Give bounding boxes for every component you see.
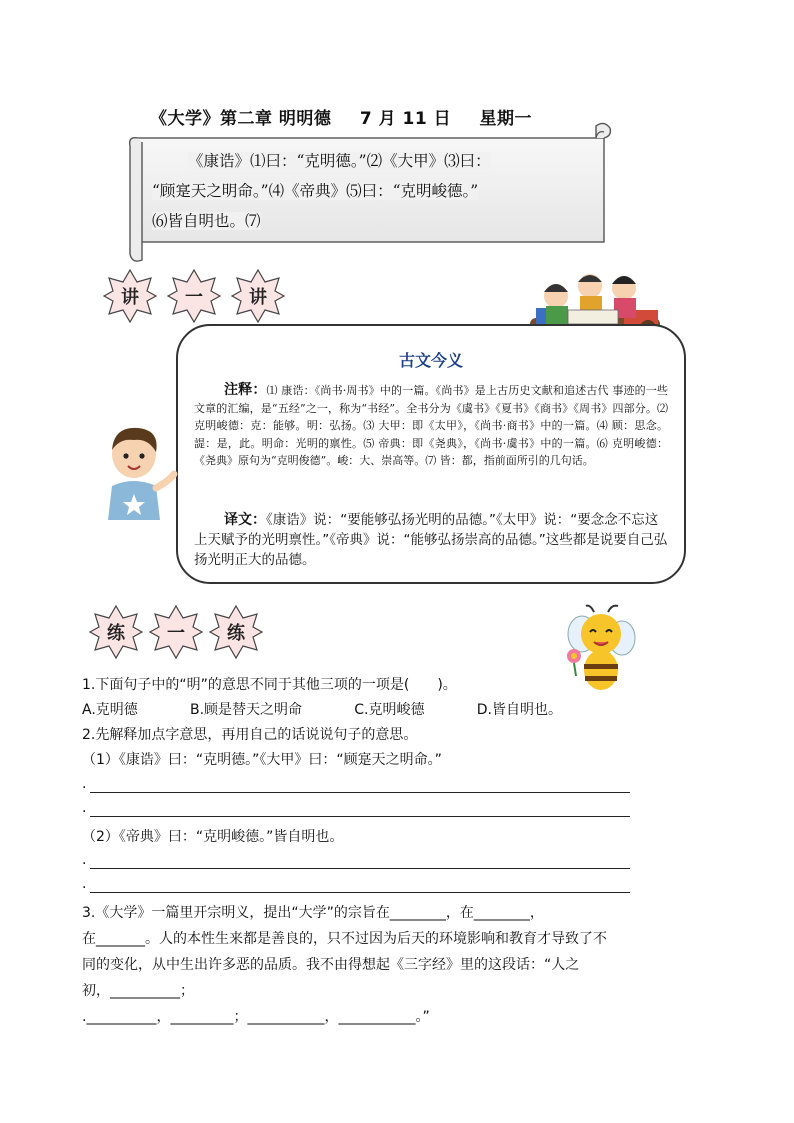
answer-dot: . [82, 852, 87, 868]
star-badge-6 [208, 604, 264, 660]
question-3-line-4: 初，__________； [82, 983, 194, 999]
star-char-5: 一 [167, 623, 185, 644]
question-3-line-1: 3.《大学》一篇里开宗明义，提出“大学”的宗旨在________，在________， [82, 905, 544, 921]
question-3-line-5: .__________，_________；___________，___________。” [82, 1009, 430, 1025]
star-badge-5 [148, 604, 204, 660]
star-char-3: 讲 [249, 287, 267, 308]
notes-text: ⑴ 康诰：《尚书·周书》中的一篇。《尚书》是上古历史文献和追述古代 事迹的一些文章的汇编，是“五经”之一，称为“书经”。全书分为《虞书》《夏书》《商书》《周书》四部分。⑵ 克明峻德：克：能够。明：弘扬。⑶ 大甲：即《太甲》，《尚书·商书》中的一篇。⑷ 顾：思念。諟：是，此。明命：光明的禀性。⑸ 帝典：即《尧典》，《尚书·虞书》中的一篇。⑹ 克明峻德：《尧典》原句为“克明俊德”。峻：大、崇高等。⑺ 皆：都，指前面所引的几句话。 [194, 384, 668, 467]
scroll-line-1: 《康诰》⑴曰：“克明德。”⑵《大甲》⑶曰： [188, 152, 491, 170]
question-2: 2.先解释加点字意思，再用自己的话说说句子的意思。 [82, 727, 418, 743]
answer-line-2[interactable] [90, 816, 630, 817]
translation-label: 译文： [224, 512, 266, 528]
star-badge-2 [166, 268, 222, 324]
date-label: 7 月 11 日 [359, 109, 452, 129]
bee-illustration [560, 604, 640, 694]
star-badge-3 [230, 268, 286, 324]
explanation-box [176, 324, 686, 584]
star-char-2: 一 [185, 287, 203, 308]
option-c[interactable]: C.克明峻德 [354, 702, 425, 718]
notes-paragraph [194, 382, 668, 470]
star-badge-1 [102, 268, 158, 324]
question-3-line-2: 在_______。人的本性生来都是善良的，只不过因为后天的环境影响和教育才导致了不 [82, 931, 607, 947]
question-3-line-3: 同的变化，从中生出许多恶的品质。我不由得想起《三字经》里的这段话：“人之 [82, 957, 580, 973]
section-practice-banner [88, 604, 288, 664]
answer-line-3[interactable] [90, 868, 630, 869]
question-2-part-1: （1）《康诰》曰：“克明德。”《大甲》曰：“顾寔天之明命。” [82, 752, 442, 768]
star-badge-4 [88, 604, 144, 660]
answer-line-1[interactable] [90, 792, 630, 793]
scroll-line-3: ⑹皆自明也。⑺ [152, 212, 261, 230]
answer-line-4[interactable] [90, 892, 630, 893]
section-learn-banner [102, 268, 302, 328]
explanation-title: 古文今义 [398, 351, 463, 370]
option-b[interactable]: B.顾是替天之明命 [190, 702, 303, 718]
scroll-text [152, 146, 602, 236]
chapter-title: 《大学》第二章 明明德 [150, 109, 332, 129]
star-char-1: 讲 [121, 287, 139, 308]
weekday-label: 星期一 [479, 109, 533, 129]
scroll-line-2: “顾寔天之明命。”⑷《帝典》⑸曰：“克明峻德。” [152, 182, 479, 200]
answer-dot: . [82, 776, 87, 792]
option-d[interactable]: D.皆自明也。 [476, 702, 562, 718]
answer-dot: . [82, 876, 87, 892]
question-1: 1.下面句子中的“明”的意思不同于其他三项的一项是( )。 [82, 677, 457, 693]
boy-illustration [94, 424, 180, 520]
star-char-4: 练 [107, 623, 125, 644]
translation-paragraph [194, 510, 668, 570]
notes-label: 注释： [224, 382, 267, 398]
star-char-6: 练 [227, 623, 245, 644]
option-a[interactable]: A.克明德 [82, 702, 138, 718]
question-1-options [82, 699, 562, 719]
answer-dot: . [82, 800, 87, 816]
question-2-part-2: （2）《帝典》曰：“克明峻德。”皆自明也。 [82, 829, 344, 845]
translation-text: 《康诰》说：“要能够弘扬光明的品德。”《太甲》说：“要念念不忘这上天赋予的光明禀性。”《帝典》说：“能够弘扬崇高的品德。”这些都是说要自己弘扬光明正大的品德。 [194, 512, 668, 568]
